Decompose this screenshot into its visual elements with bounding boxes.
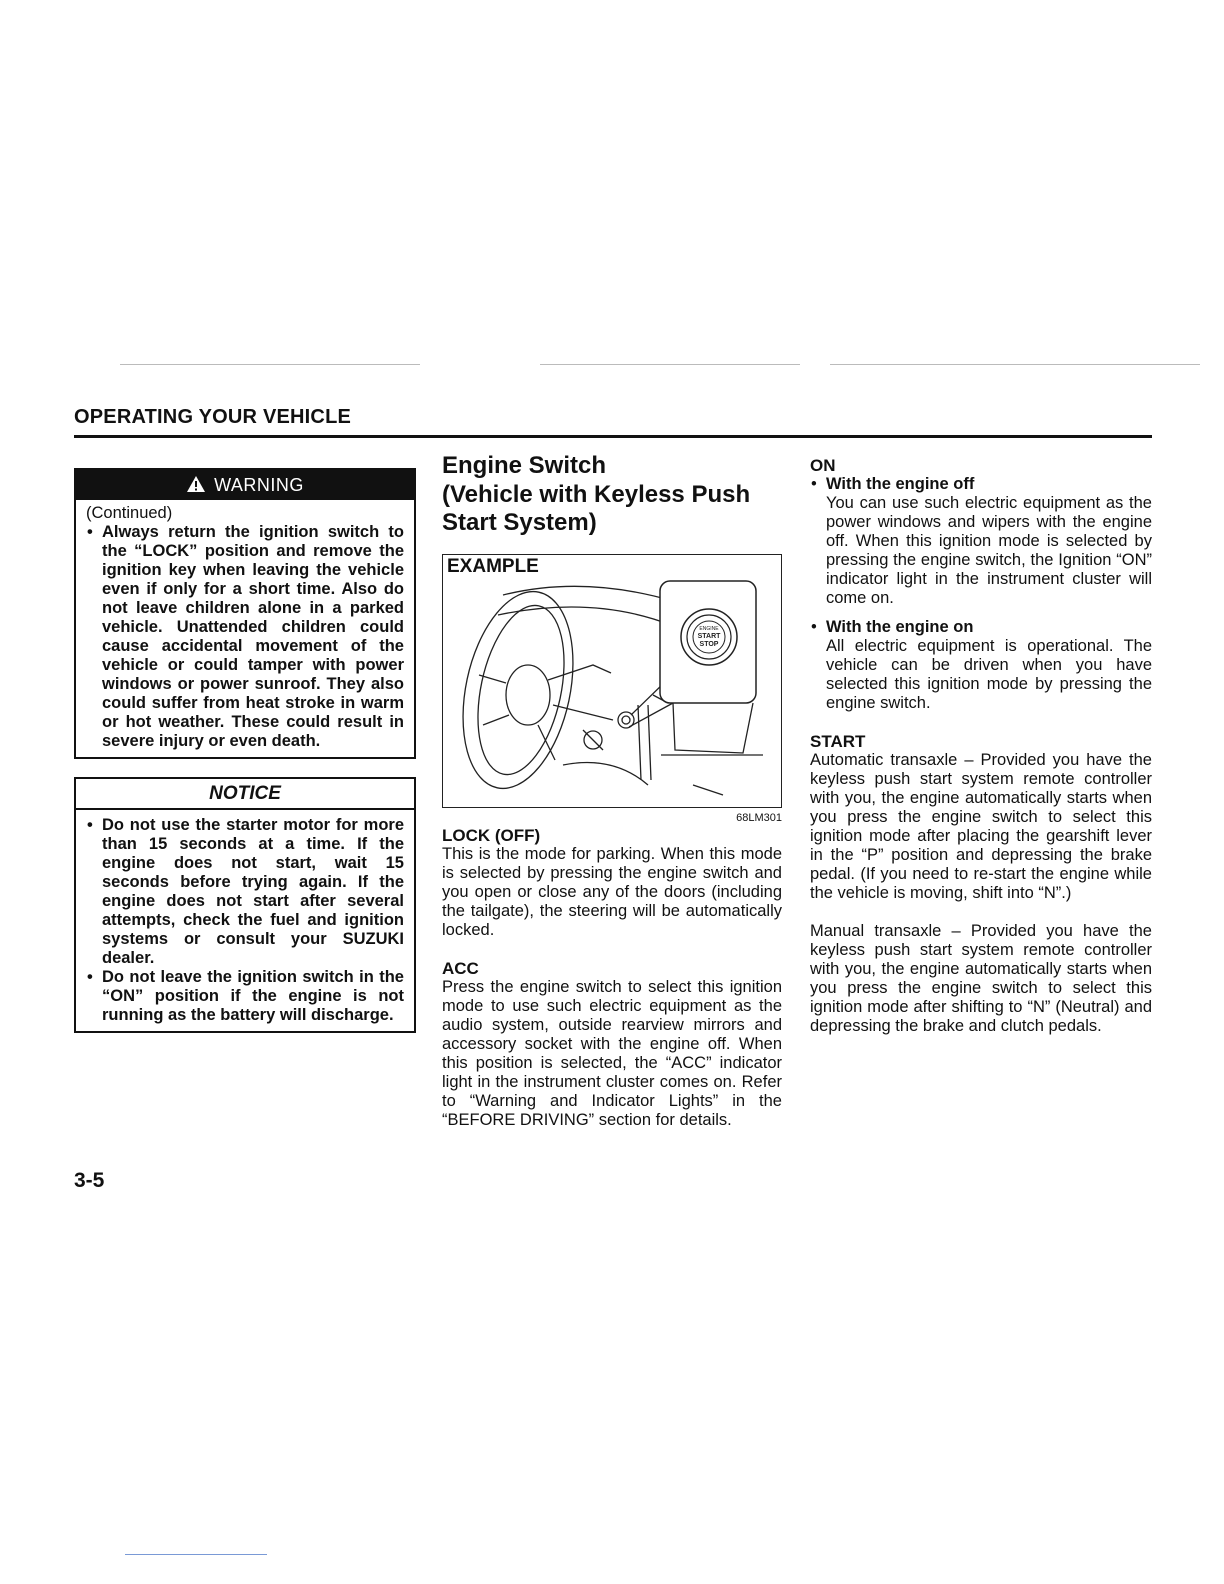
engine-on-text: All electric equipment is operational. The vehicle can be driven when you have selected this ignition mode by pressing the engine switch. xyxy=(826,637,1152,712)
scan-artifact-line xyxy=(120,364,420,365)
warning-box xyxy=(74,468,416,759)
scan-artifact-line xyxy=(830,364,1200,365)
start-heading: START xyxy=(810,732,866,751)
warning-label: WARNING xyxy=(214,475,304,495)
engine-off-heading: • With the engine off xyxy=(826,475,975,493)
notice-item: • Do not use the starter motor for more than 15 seconds at a time. If the engine does not start, wait 15 seconds before trying again. If the engine does not start after several attempts, check the fuel and ignition systems or consult your SUZUKI dealer. xyxy=(86,816,404,968)
page-title xyxy=(442,452,782,538)
warning-continued: (Continued) xyxy=(86,504,173,522)
engine-off-bullet xyxy=(810,475,1152,608)
warning-triangle-icon xyxy=(186,472,206,502)
start-manual-text: Manual transaxle – Provided you have the keyless push start system remote controller with you, the engine automatically starts when you press the engine switch to select this ignition mode after shifting to “N” (Neutral) and depressing the brake and clutch pedals. xyxy=(810,922,1152,1035)
page-number: 3-5 xyxy=(74,1169,105,1192)
acc-heading: ACC xyxy=(442,958,479,978)
title-line: Start System) xyxy=(442,509,597,536)
figure-code: 68LM301 xyxy=(736,811,782,824)
title-line: Engine Switch xyxy=(442,452,607,479)
footer-rule xyxy=(125,1554,267,1555)
button-text-engine: ENGINE xyxy=(699,625,719,632)
scan-artifact-line xyxy=(540,364,800,365)
warning-item: • Always return the ignition switch to the “LOCK” position and remove the ignition key when leaving the vehicle even if only for a short time. Also do not leave children alone in a parked vehicle. Unattended children could cause accidental movement of the vehicle or could tamper with power windows or power sunroof. They also could suffer from heat stroke in warm or hot weather. These could result in severe injury or even death. xyxy=(86,523,404,751)
title-line: (Vehicle with Keyless Push xyxy=(442,480,751,508)
right-column xyxy=(810,456,1152,1036)
warning-header xyxy=(76,470,414,500)
warning-body xyxy=(76,500,414,757)
notice-box xyxy=(74,777,416,1033)
engine-on-bullet xyxy=(810,618,1152,713)
acc-text: Press the engine switch to select this ignition mode to use such electric equipment as the audio system, outside rearview mirrors and accessory socket with the engine off. When this position is selected, the “ACC” indicator light in the instrument cluster comes on. Refer to “Warning and Indicator Lights” in the “BEFORE DRIVING” section for details. xyxy=(442,977,782,1129)
dashboard-drawing xyxy=(443,555,781,805)
notice-header: NOTICE xyxy=(76,779,414,810)
middle-column xyxy=(442,452,782,1130)
lock-off-text: This is the mode for parking. When this mode is selected by pressing the engine switch and you open or close any of the doors (including the tailgate), the steering will be automatically locked. xyxy=(442,844,782,939)
engine-switch-illustration xyxy=(442,554,782,808)
notice-item: • Do not leave the ignition switch in the “ON” position if the engine is not running as the battery will discharge. xyxy=(86,968,404,1025)
lock-off-heading: LOCK (OFF) xyxy=(442,825,541,845)
start-automatic-text: Automatic transaxle – Provided you have the keyless push start system remote controller with you, the engine automatically starts when you press the engine switch to select this ignition mode after placing the gearshift lever in the “P” position and depressing the brake pedal. (If you need to re-start the engine while the vehicle is moving, shift into “N”.) xyxy=(810,751,1152,902)
button-text-start: START xyxy=(697,632,721,640)
on-heading: ON xyxy=(810,456,836,475)
engine-on-heading: • With the engine on xyxy=(826,618,974,636)
engine-off-text: You can use such electric equipment as the power windows and wipers with the engine off. When this ignition mode is selected by pressing the engine switch, the Ignition “ON” indicator light in the instrument cluster will come on. xyxy=(826,494,1152,607)
notice-body xyxy=(76,810,414,1031)
button-text-stop: STOP xyxy=(699,640,719,648)
figure-label: EXAMPLE xyxy=(447,555,539,577)
section-header: OPERATING YOUR VEHICLE xyxy=(74,406,1152,438)
left-column xyxy=(74,452,416,1033)
